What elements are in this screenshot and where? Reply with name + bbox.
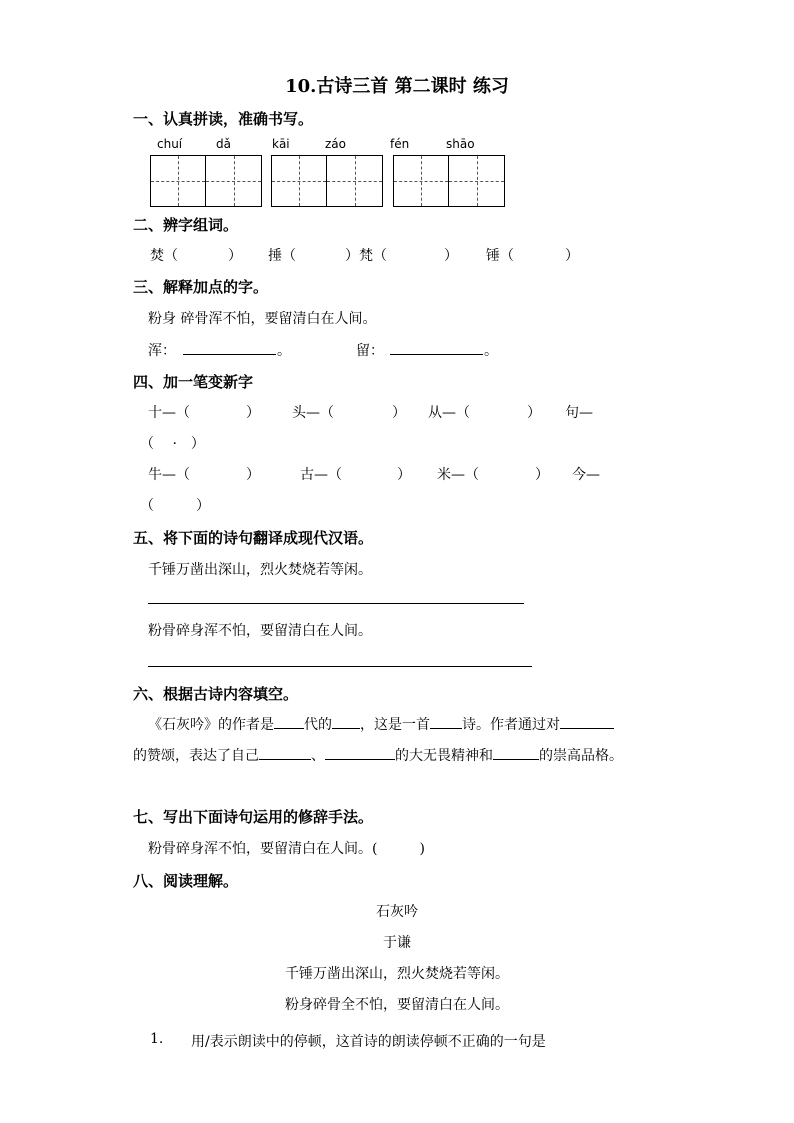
writing-grid-fenshao[interactable] <box>393 155 505 207</box>
writing-cell[interactable] <box>272 156 327 206</box>
section-2-heading: 二、辨字组词。 <box>133 216 239 234</box>
explain-hun-end: 。 <box>277 343 291 359</box>
bracket-close: ） <box>392 405 406 421</box>
answer-line-hun[interactable] <box>183 354 276 355</box>
fill-paragraph-2 <box>133 745 623 765</box>
bracket-close: ） <box>535 467 549 483</box>
translate-answer-line-2[interactable] <box>148 666 532 667</box>
writing-cell[interactable] <box>449 156 504 206</box>
fill-blank-subject[interactable] <box>560 714 614 729</box>
add-stroke-cong: 从—（ <box>428 405 470 421</box>
add-stroke-shi: 十—（ <box>148 405 190 421</box>
pinyin-chui: chuí <box>157 137 183 151</box>
word-chui2-open: 锤（ <box>486 248 514 264</box>
fill-text: 的赞颂，表达了自己 <box>133 748 259 764</box>
writing-cell[interactable] <box>327 156 382 206</box>
poem-line-1: 千锤万凿出深山，烈火焚烧若等闲。 <box>285 966 509 982</box>
fill-blank-poem-type[interactable] <box>430 714 462 729</box>
page-title: 10.古诗三首 第二课时 练习 <box>285 76 509 97</box>
fill-blank-dynasty[interactable] <box>274 714 304 729</box>
fill-text: 诗。作者通过对 <box>462 717 560 733</box>
explain-liu-end: 。 <box>484 343 498 359</box>
bracket-close: ） <box>246 405 260 421</box>
bracket-close: ） <box>246 467 260 483</box>
fill-text: 的崇高品格。 <box>539 748 623 764</box>
fill-blank-author[interactable] <box>332 714 360 729</box>
fill-text: ，这是一首 <box>360 717 430 733</box>
bracket-close: ） <box>527 405 541 421</box>
writing-cell[interactable] <box>206 156 261 206</box>
section-1-heading: 一、认真拼读，准确书写。 <box>133 110 314 128</box>
add-stroke-jin-bracket: （ ） <box>140 498 210 514</box>
writing-cell[interactable] <box>394 156 449 206</box>
poem-title: 石灰吟 <box>376 904 418 920</box>
fill-paragraph-1 <box>148 714 614 734</box>
pinyin-da: dǎ <box>216 137 231 151</box>
bracket-close: ） <box>397 467 411 483</box>
fill-blank-quality[interactable] <box>493 745 539 760</box>
add-stroke-tou: 头—（ <box>292 405 334 421</box>
add-stroke-niu: 牛—（ <box>148 467 190 483</box>
fill-text: 代的 <box>304 717 332 733</box>
pinyin-zao: záo <box>325 137 346 151</box>
question-1-text: 用/表示朗读中的停顿，这首诗的朗读停顿不正确的一句是 <box>191 1034 546 1050</box>
writing-cell[interactable] <box>151 156 206 206</box>
add-stroke-ju-bracket: （ · ） <box>140 436 205 452</box>
pinyin-fen: fén <box>390 137 410 151</box>
fill-text: 《石灰吟》的作者是 <box>148 717 274 733</box>
fill-text: 的大无畏精神和 <box>395 748 493 764</box>
section-8-heading: 八、阅读理解。 <box>133 872 239 890</box>
section-7-heading: 七、写出下面诗句运用的修辞手法。 <box>133 808 374 826</box>
explain-liu-label: 留： <box>356 343 384 359</box>
add-stroke-gu: 古—（ <box>300 467 342 483</box>
word-chui-open: 捶（ <box>268 248 296 264</box>
writing-grid-kaizao[interactable] <box>271 155 383 207</box>
translate-line-1: 千锤万凿出深山，烈火焚烧若等闲。 <box>148 562 372 578</box>
pinyin-kai: kāi <box>272 137 290 151</box>
writing-grid-chuida[interactable] <box>150 155 262 207</box>
word-fan-close: ） <box>444 248 458 264</box>
rhetoric-line: 粉骨碎身浑不怕，要留清白在人间。( ) <box>148 841 425 857</box>
pinyin-shao: shāo <box>446 137 475 151</box>
explain-hun-label: 浑： <box>148 343 176 359</box>
section-3-heading: 三、解释加点的字。 <box>133 278 269 296</box>
add-stroke-jin: 今— <box>572 467 600 483</box>
word-fen-open: 焚（ <box>150 248 178 264</box>
word-chui2-close: ） <box>565 248 579 264</box>
fill-text: 、 <box>311 748 325 764</box>
section-6-heading: 六、根据古诗内容填空。 <box>133 685 299 703</box>
fill-blank-spirit-2[interactable] <box>325 745 395 760</box>
section-5-heading: 五、将下面的诗句翻译成现代汉语。 <box>133 529 374 547</box>
section-4-heading: 四、加一笔变新字 <box>133 373 254 391</box>
question-1-number: 1. <box>150 1031 164 1047</box>
word-chui-close-fan-open: ）梵（ <box>345 248 387 264</box>
fill-blank-spirit-1[interactable] <box>259 745 311 760</box>
word-fen-close: ） <box>228 248 242 264</box>
poem-sentence: 粉身 碎骨浑不怕，要留清白在人间。 <box>148 311 377 327</box>
poem-author: 于谦 <box>383 935 411 951</box>
answer-line-liu[interactable] <box>390 354 483 355</box>
poem-line-2: 粉身碎骨全不怕，要留清白在人间。 <box>285 997 509 1013</box>
add-stroke-mi: 米—（ <box>437 467 479 483</box>
add-stroke-ju: 句— <box>565 405 593 421</box>
translate-line-2: 粉骨碎身浑不怕，要留清白在人间。 <box>148 623 372 639</box>
translate-answer-line-1[interactable] <box>148 603 524 604</box>
